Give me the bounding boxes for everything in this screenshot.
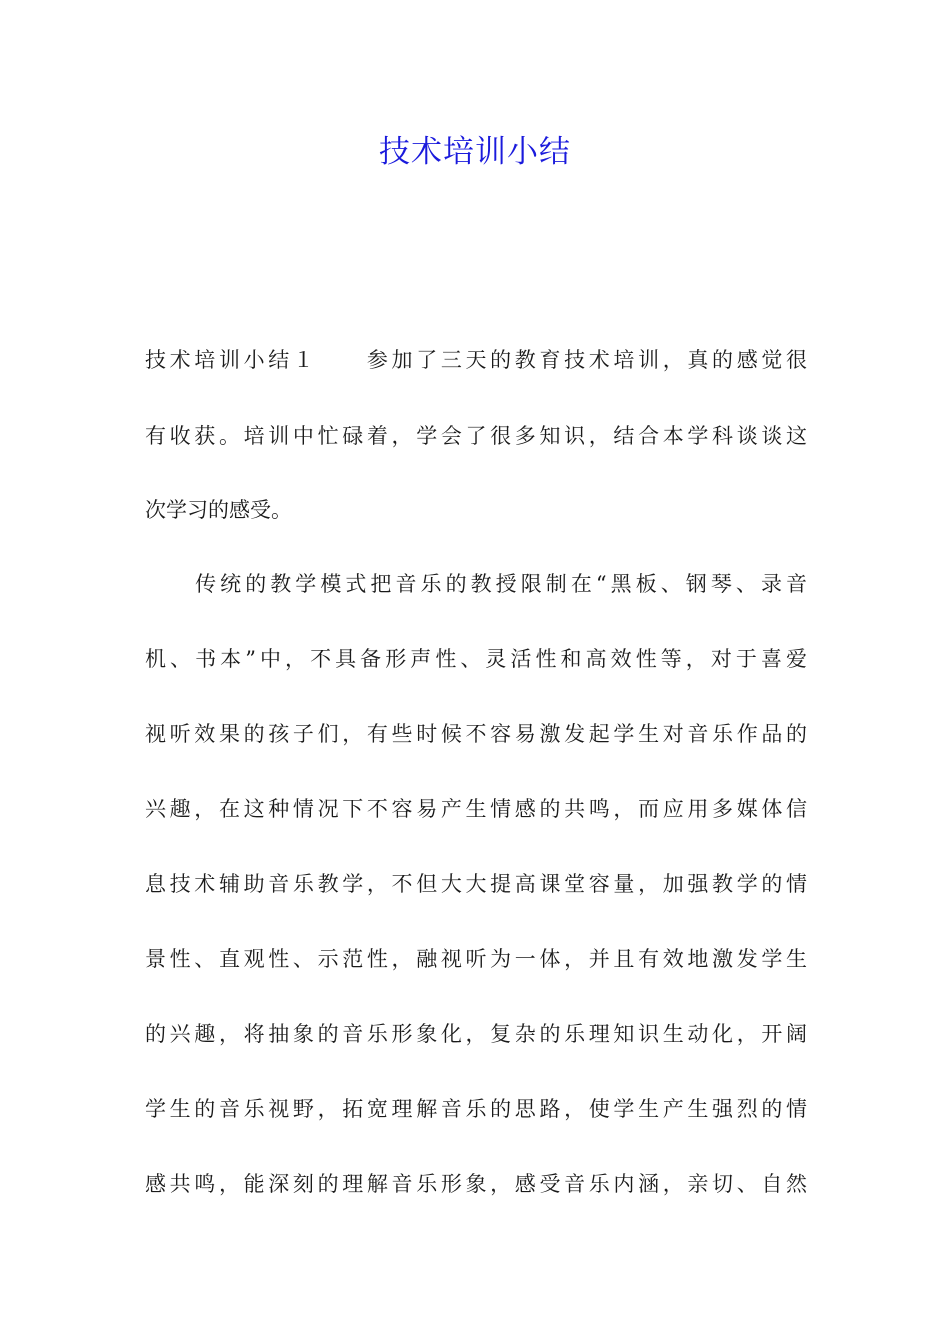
paragraph-2-line-7: 的兴趣，将抽象的音乐形象化，复杂的乐理知识生动化，开阔 xyxy=(145,1022,807,1046)
paragraph-1-line-3: 次学习的感受。 xyxy=(145,498,292,522)
paragraph-2-line-2: 机、书本”中，不具备形声性、灵活性和高效性等，对于喜爱 xyxy=(145,647,807,671)
paragraph-2-line-4: 兴趣，在这种情况下不容易产生情感的共鸣，而应用多媒体信 xyxy=(145,797,807,821)
paragraph-2-line-9: 感共鸣，能深刻的理解音乐形象，感受音乐内涵，亲切、自然 xyxy=(145,1172,807,1196)
paragraph-1-line-2: 有收获。培训中忙碌着，学会了很多知识，结合本学科谈谈这 xyxy=(145,424,807,448)
paragraph-2-line-6: 景性、直观性、示范性，融视听为一体，并且有效地激发学生 xyxy=(145,947,807,971)
paragraph-1-line-1: 技术培训小结１ 参加了三天的教育技术培训，真的感觉很 xyxy=(145,348,807,372)
document-title: 技术培训小结 xyxy=(379,134,571,170)
paragraph-2-line-8: 学生的音乐视野，拓宽理解音乐的思路，使学生产生强烈的情 xyxy=(145,1097,807,1121)
paragraph-2-line-3: 视听效果的孩子们，有些时候不容易激发起学生对音乐作品的 xyxy=(145,722,807,746)
paragraph-2-line-1: 传统的教学模式把音乐的教授限制在“黑板、钢琴、录音 xyxy=(145,572,807,596)
paragraph-2-line-5: 息技术辅助音乐教学，不但大大提高课堂容量，加强教学的情 xyxy=(145,872,807,896)
